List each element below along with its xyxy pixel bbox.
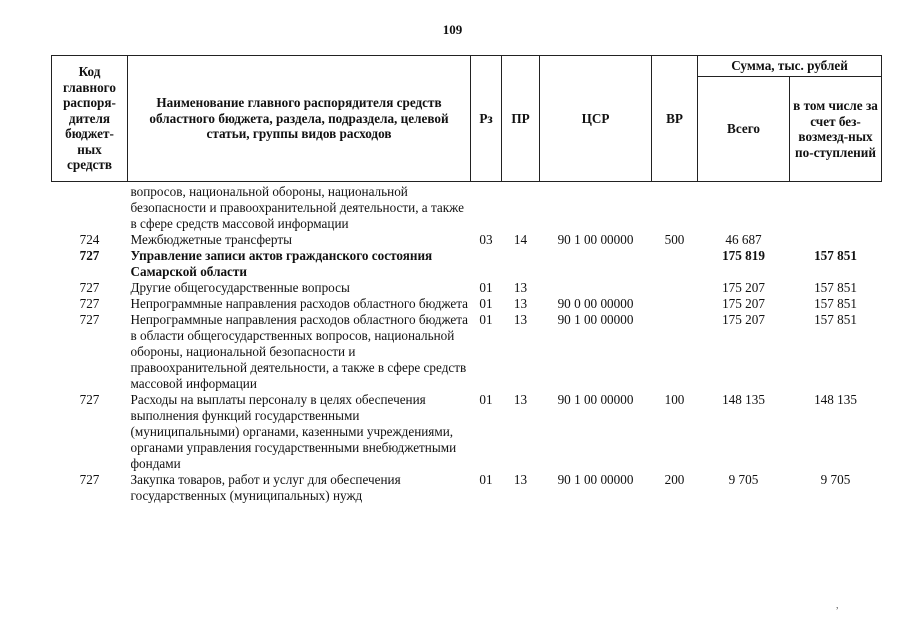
cell-rz: 01	[479, 312, 493, 327]
table-row	[52, 472, 882, 504]
cell-code	[52, 182, 128, 233]
cell-name: Непрограммные направления расходов областного бюджета	[130, 296, 469, 311]
scan-speck: ,	[836, 600, 839, 611]
cell-csr	[540, 182, 652, 233]
cell-code: 724	[79, 232, 100, 247]
header-code: Код главного распоря-дителя бюджет-ных средств	[52, 56, 128, 182]
budget-table	[51, 55, 882, 504]
cell-rz: 01	[479, 296, 493, 311]
table-row	[52, 392, 882, 472]
cell-incl	[790, 232, 882, 248]
header-incl: в том числе за счет без-возмезд-ных по-ступлений	[790, 77, 882, 182]
cell-incl: 157 851	[814, 280, 857, 295]
cell-rz: 03	[479, 232, 493, 247]
cell-name: Управление записи актов гражданского состояния Самарской области	[130, 248, 433, 279]
cell-code: 727	[79, 312, 100, 327]
cell-total: 9 705	[728, 472, 759, 487]
table-row	[52, 232, 882, 248]
cell-pr	[502, 182, 540, 233]
cell-name: Межбюджетные трансферты	[130, 232, 292, 247]
cell-incl: 157 851	[814, 248, 857, 263]
header-name: Наименование главного распорядителя средств областного бюджета, раздела, подраздела, целевой статьи, группы видов расходов	[128, 56, 471, 182]
cell-pr: 13	[513, 312, 528, 327]
cell-total	[698, 182, 790, 233]
cell-total: 148 135	[722, 392, 765, 407]
cell-name: Непрограммные направления расходов областного бюджета в области общегосударственных вопросов, национальной обороны, национальной безопасности и правоохранительной деятельности, а также в сфере средств массовой информации	[130, 312, 469, 391]
table-row	[52, 296, 882, 312]
cell-incl: 148 135	[814, 392, 857, 407]
cell-total: 175 207	[722, 312, 765, 327]
header-sum: Сумма, тыс. рублей	[698, 56, 882, 77]
cell-code: 727	[79, 248, 100, 263]
header-rz: Рз	[471, 56, 502, 182]
cell-vr	[652, 182, 698, 233]
header-csr: ЦСР	[540, 56, 652, 182]
cell-csr: 90 1 00 00000	[557, 312, 634, 327]
cell-csr	[540, 248, 652, 280]
cell-rz: 01	[479, 472, 493, 487]
cell-pr	[502, 248, 540, 280]
cell-total: 175 207	[722, 296, 765, 311]
cell-name: вопросов, национальной обороны, национальной безопасности и правоохранительной деятельности, а также в сфере средств массовой информации	[130, 184, 464, 231]
table-body	[52, 182, 882, 505]
cell-code: 727	[79, 296, 100, 311]
cell-vr	[652, 248, 698, 280]
header-vr: ВР	[652, 56, 698, 182]
cell-total: 46 687	[725, 232, 762, 247]
cell-rz	[471, 182, 502, 233]
cell-pr: 13	[513, 392, 528, 407]
cell-rz: 01	[479, 392, 493, 407]
cell-incl: 157 851	[814, 296, 857, 311]
table-row	[52, 280, 882, 296]
cell-name: Расходы на выплаты персоналу в целях обеспечения выполнения функций государственными (муниципальными) органами, казенными учреждениями, органами управления государственными внебюджетными фондами	[130, 392, 457, 471]
table-row	[52, 312, 882, 392]
table-header	[52, 56, 882, 182]
cell-total: 175 819	[722, 248, 765, 263]
cell-csr: 90 1 00 00000	[557, 232, 634, 247]
cell-name: Другие общегосударственные вопросы	[130, 280, 350, 295]
cell-code: 727	[79, 472, 100, 487]
table-row	[52, 182, 882, 233]
cell-pr: 13	[513, 472, 528, 487]
cell-pr: 13	[513, 280, 528, 295]
cell-csr: 90 1 00 00000	[557, 392, 634, 407]
cell-incl: 157 851	[814, 312, 857, 327]
cell-total: 175 207	[722, 280, 765, 295]
cell-csr	[540, 280, 652, 296]
cell-incl: 9 705	[820, 472, 851, 487]
cell-pr: 14	[513, 232, 528, 247]
cell-code: 727	[79, 280, 100, 295]
cell-name: Закупка товаров, работ и услуг для обеспечения государственных (муниципальных) нужд	[130, 472, 401, 503]
cell-incl	[790, 182, 882, 233]
page-number: 109	[442, 22, 463, 37]
cell-vr	[652, 296, 698, 312]
cell-csr: 90 0 00 00000	[557, 296, 634, 311]
header-total: Всего	[698, 77, 790, 182]
table-row	[52, 248, 882, 280]
header-pr: ПР	[502, 56, 540, 182]
cell-vr	[652, 312, 698, 392]
cell-pr: 13	[513, 296, 528, 311]
cell-vr: 500	[664, 232, 685, 247]
cell-vr	[652, 280, 698, 296]
cell-csr: 90 1 00 00000	[557, 472, 634, 487]
cell-vr: 200	[664, 472, 685, 487]
cell-code: 727	[79, 392, 100, 407]
cell-rz: 01	[479, 280, 493, 295]
cell-rz	[471, 248, 502, 280]
cell-vr: 100	[664, 392, 685, 407]
